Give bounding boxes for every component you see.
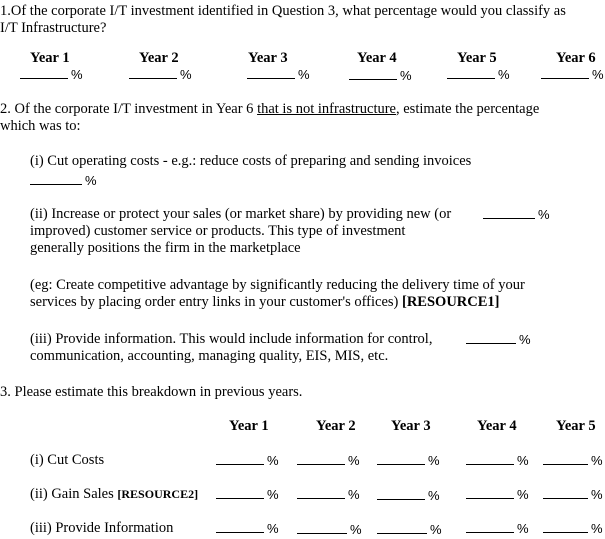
- q3-field-gain-sales-year-1[interactable]: %: [216, 486, 279, 504]
- resource1-tag: [RESOURCE1]: [402, 294, 500, 310]
- q3-field-gain-sales-year-2[interactable]: %: [297, 486, 360, 504]
- q3-field-provide-info-year-2[interactable]: %: [297, 521, 362, 539]
- q1-field-year-2[interactable]: %: [129, 66, 192, 84]
- q2-underlined-phrase: that is not infrastructure: [257, 101, 396, 117]
- q3-field-provide-info-year-3[interactable]: %: [377, 521, 442, 539]
- q3-field-cut-costs-year-1[interactable]: %: [216, 452, 279, 470]
- q1-field-year-6[interactable]: %: [541, 66, 604, 84]
- q2-item-ii-line2: improved) customer service or products. This type of investment: [30, 223, 406, 239]
- q1-field-year-4[interactable]: %: [349, 67, 412, 85]
- q2-item-iii-line1: (iii) Provide information. This would include information for control,: [30, 331, 433, 347]
- q3-field-provide-info-year-1[interactable]: %: [216, 520, 279, 538]
- q2-text-line1: 2. Of the corporate I/T investment in Year 6 that is not infrastructure, estimate the percentage: [0, 101, 540, 117]
- q1-year-5: Year 5: [457, 50, 497, 66]
- q3-field-gain-sales-year-5[interactable]: %: [543, 486, 603, 504]
- q3-year-5: Year 5: [556, 418, 596, 434]
- q1-year-2: Year 2: [139, 50, 179, 66]
- q3-row-label-cut-costs: (i) Cut Costs: [30, 452, 105, 468]
- q2-text-line2: which was to:: [0, 118, 81, 134]
- q1-year-1: Year 1: [30, 50, 70, 66]
- q3-row-label-gain-sales: (ii) Gain Sales [RESOURCE2]: [30, 486, 199, 502]
- q3-field-cut-costs-year-2[interactable]: %: [297, 452, 360, 470]
- q3-year-1: Year 1: [229, 418, 269, 434]
- resource2-tag: [RESOURCE2]: [117, 487, 199, 501]
- q3-text-line1: 3. Please estimate this breakdown in previous years.: [0, 384, 303, 400]
- q3-year-3: Year 3: [391, 418, 431, 434]
- q2-field-item-ii[interactable]: %: [483, 206, 550, 224]
- q1-year-3: Year 3: [248, 50, 288, 66]
- q2-field-item-iii[interactable]: %: [466, 331, 531, 349]
- q3-field-gain-sales-year-3[interactable]: %: [377, 487, 440, 505]
- q2-item-ii-line1: (ii) Increase or protect your sales (or market share) by providing new (or: [30, 206, 452, 222]
- q3-row-label-provide-information: (iii) Provide Information: [30, 520, 174, 536]
- q2-item-iii-line2: communication, accounting, managing quality, EIS, MIS, etc.: [30, 348, 389, 364]
- q1-year-4: Year 4: [357, 50, 397, 66]
- q2-item-ii-line3: generally positions the firm in the marketplace: [30, 240, 301, 256]
- q3-field-cut-costs-year-5[interactable]: %: [543, 452, 603, 470]
- q2-item-i: (i) Cut operating costs - e.g.: reduce costs of preparing and sending invoices: [30, 153, 472, 169]
- q1-text-line1: 1.Of the corporate I/T investment identified in Question 3, what percentage would you classify as: [0, 3, 566, 19]
- q2-example-line2: services by placing order entry links in your customer's offices) [RESOURCE1]: [30, 294, 500, 310]
- q3-year-2: Year 2: [316, 418, 356, 434]
- q1-field-year-1[interactable]: %: [20, 66, 83, 84]
- q2-example-line1: (eg: Create competitive advantage by significantly reducing the delivery time of your: [30, 277, 525, 293]
- q3-field-cut-costs-year-4[interactable]: %: [466, 452, 529, 470]
- q1-field-year-3[interactable]: %: [247, 66, 310, 84]
- q3-year-4: Year 4: [477, 418, 517, 434]
- q3-field-provide-info-year-4[interactable]: %: [466, 520, 529, 538]
- q3-field-provide-info-year-5[interactable]: %: [543, 520, 603, 538]
- q3-field-gain-sales-year-4[interactable]: %: [466, 486, 529, 504]
- q1-text-line2: I/T Infrastructure?: [0, 20, 107, 36]
- q1-field-year-5[interactable]: %: [447, 66, 510, 84]
- q3-field-cut-costs-year-3[interactable]: %: [377, 452, 440, 470]
- q1-year-6: Year 6: [556, 50, 596, 66]
- q2-field-item-i[interactable]: %: [30, 172, 97, 190]
